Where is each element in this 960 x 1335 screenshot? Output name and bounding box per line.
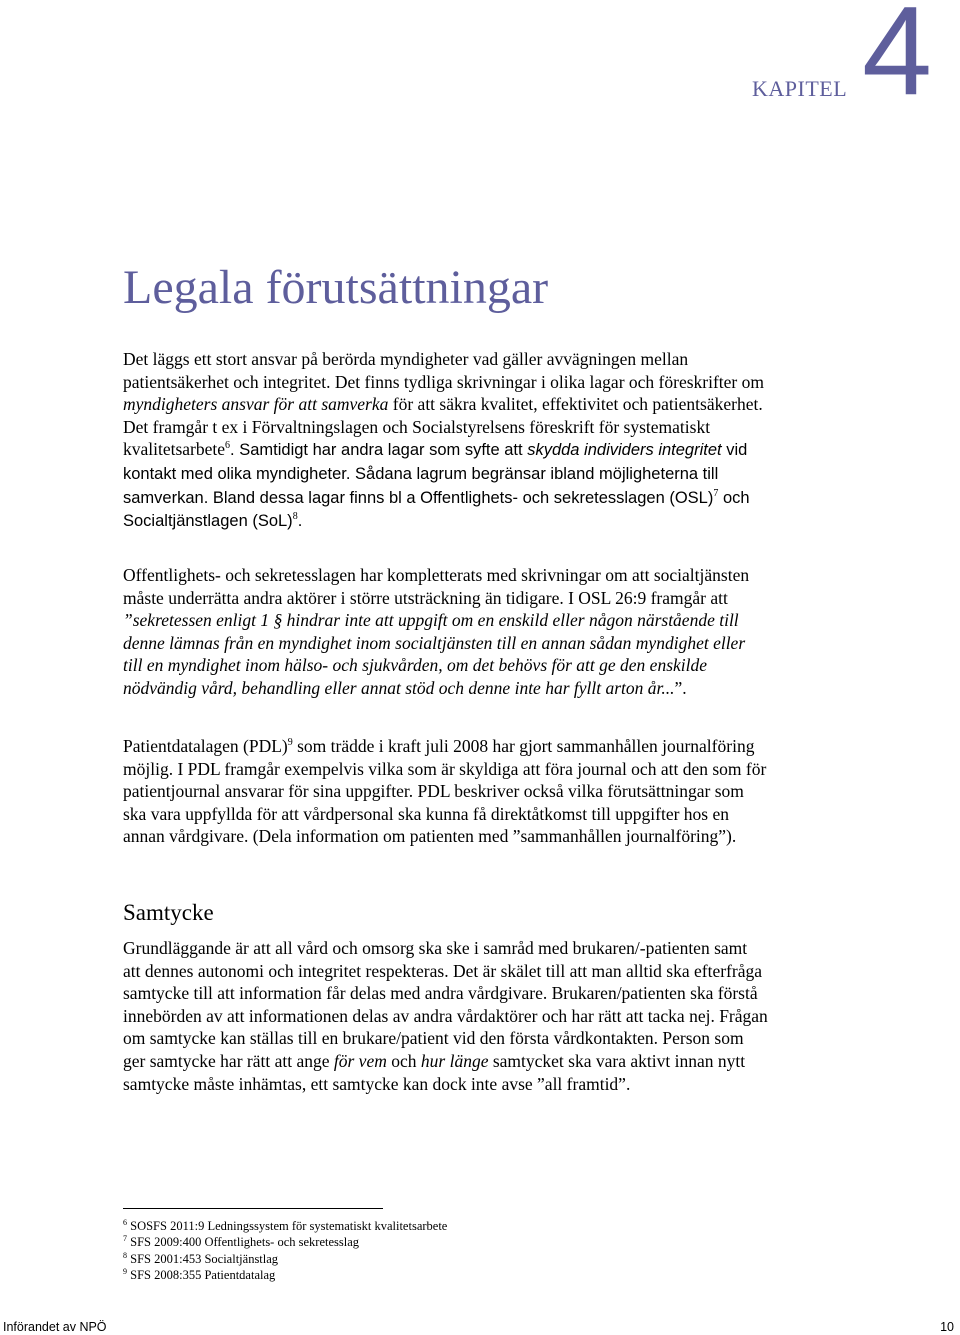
page-title: Legala förutsättningar <box>123 261 549 314</box>
footnote-divider <box>123 1208 383 1209</box>
footnote-7: $^7$ SFS 2009:400 Offentlighets- och sekretesslag <box>123 1234 360 1250</box>
intro-text-7: . <box>297 512 303 531</box>
footer-document-title: Införandet av NPÖ <box>3 1320 107 1334</box>
samtycke-text-1: Grundläggande är att all vård och omsorg ska ske i samråd med brukaren/-patienten samt att dennes autonomi och integritet respekteras. Det är skälet till att man alltid ska efterfråga samtycke till att information får delas med andra vårdgivare. Brukaren/patienten ska förstå innebörden av att informationen delas av andra vårdaktörer och har rätt att tacka nej. Frågan om samtycke kan ställas till en brukare/patient vid den första vårdkontakten. Person som ger samtycke har rätt att ange <box>123 938 768 1071</box>
page-number: 10 <box>940 1320 954 1334</box>
osl-paragraph <box>123 564 768 700</box>
pdl-paragraph <box>123 735 768 848</box>
intro-text-6: och Socialtjänstlagen (SoL) <box>123 488 750 531</box>
intro-italic-1: myndigheters ansvar för att samverka <box>123 394 389 415</box>
intro-text-4: vid kontakt med olika myndigheter. Sådana lagrum begränsar ibland möjligheterna till samverkan. <box>123 441 748 507</box>
footnote-ref-9: 9 <box>287 737 293 749</box>
chapter-number: 4 <box>862 0 933 121</box>
osl-text-2: ”. <box>674 677 687 698</box>
intro-text-5: Bland dessa lagar finns bl a Offentlighets- och sekretesslagen (OSL) <box>212 488 714 507</box>
osl-quote: ”sekretessen enligt 1 § hindrar inte att uppgift om en enskild eller någon närstående till denne lämnas från en myndighet inom socialtjänsten till en annan sådan myndighet eller till en myndighet inom hälso- och sjukvården, om det behövs för att ge den enskilde nödvändig vård, behandling eller annat stöd och denne inte har fyllt arton år... <box>123 610 746 698</box>
chapter-label: KAPITEL <box>752 76 848 101</box>
pdl-text-2: som trädde i kraft juli 2008 har gjort sammanhållen journalföring möjlig. I PDL framgår exempelvis vilka som är skyldiga att föra journal och att den som för patientjournal ansvarar för sina uppgifter. PDL beskriver också vilka förutsättningar som ska vara uppfyllda för att vårdpersonal ska kunna få direktåtkomst till uppgifter hos en annan vårdgivare. (Dela information om patienten med ”sammanhållen journalföring”). <box>123 736 767 847</box>
samtycke-text-2: och <box>386 1050 421 1071</box>
osl-text-1: Offentlighets- och sekretesslagen har kompletterats med skrivningar om att socialtjänsten måste underrätta andra aktörer i större utsträckning än tidigare. I OSL 26:9 framgår att <box>123 565 750 608</box>
intro-text-2: för att säkra kvalitet, effektivitet och patientsäkerhet. Det framgår t ex i Förvaltningslagen och Socialstyrelsens föreskrift för systematiskt kvalitetsarbete <box>123 394 763 460</box>
footnote-ref-8: 8 <box>292 511 298 523</box>
samtycke-italic-1: för vem <box>333 1050 387 1071</box>
footnote-9: $^9$ SFS 2008:355 Patientdatalag <box>123 1267 276 1283</box>
section-heading-samtycke: Samtycke <box>123 900 214 925</box>
samtycke-paragraph <box>123 937 768 1095</box>
footnotes <box>123 1218 447 1284</box>
pdl-text-1: Patientdatalagen (PDL) <box>123 736 288 756</box>
samtycke-italic-2: hur länge <box>420 1050 489 1071</box>
intro-italic-2: skydda individers integritet <box>527 441 722 460</box>
intro-text-1: Det läggs ett stort ansvar på berörda myndigheter vad gäller avvägningen mellan patientsäkerhet och integritet. Det finns tydliga skrivningar i olika lagar och föreskrifter om <box>123 349 764 392</box>
footnote-6: $^6$ SOSFS 2011:9 Ledningssystem för systematiskt kvalitetsarbete <box>123 1217 448 1233</box>
footnote-8: $^8$ SFS 2001:453 Socialtjänstlag <box>123 1250 279 1266</box>
footnote-ref-7: 7 <box>713 487 719 499</box>
intro-paragraph <box>123 348 768 533</box>
intro-text-3: . Samtidigt har andra lagar som syfte att <box>230 441 528 460</box>
footnote-ref-6: 6 <box>225 440 231 452</box>
samtycke-text-3: samtycket ska vara aktivt innan nytt samtycke måste inhämtas, ett samtycke kan dock inte avse ”all framtid”. <box>123 1050 746 1094</box>
